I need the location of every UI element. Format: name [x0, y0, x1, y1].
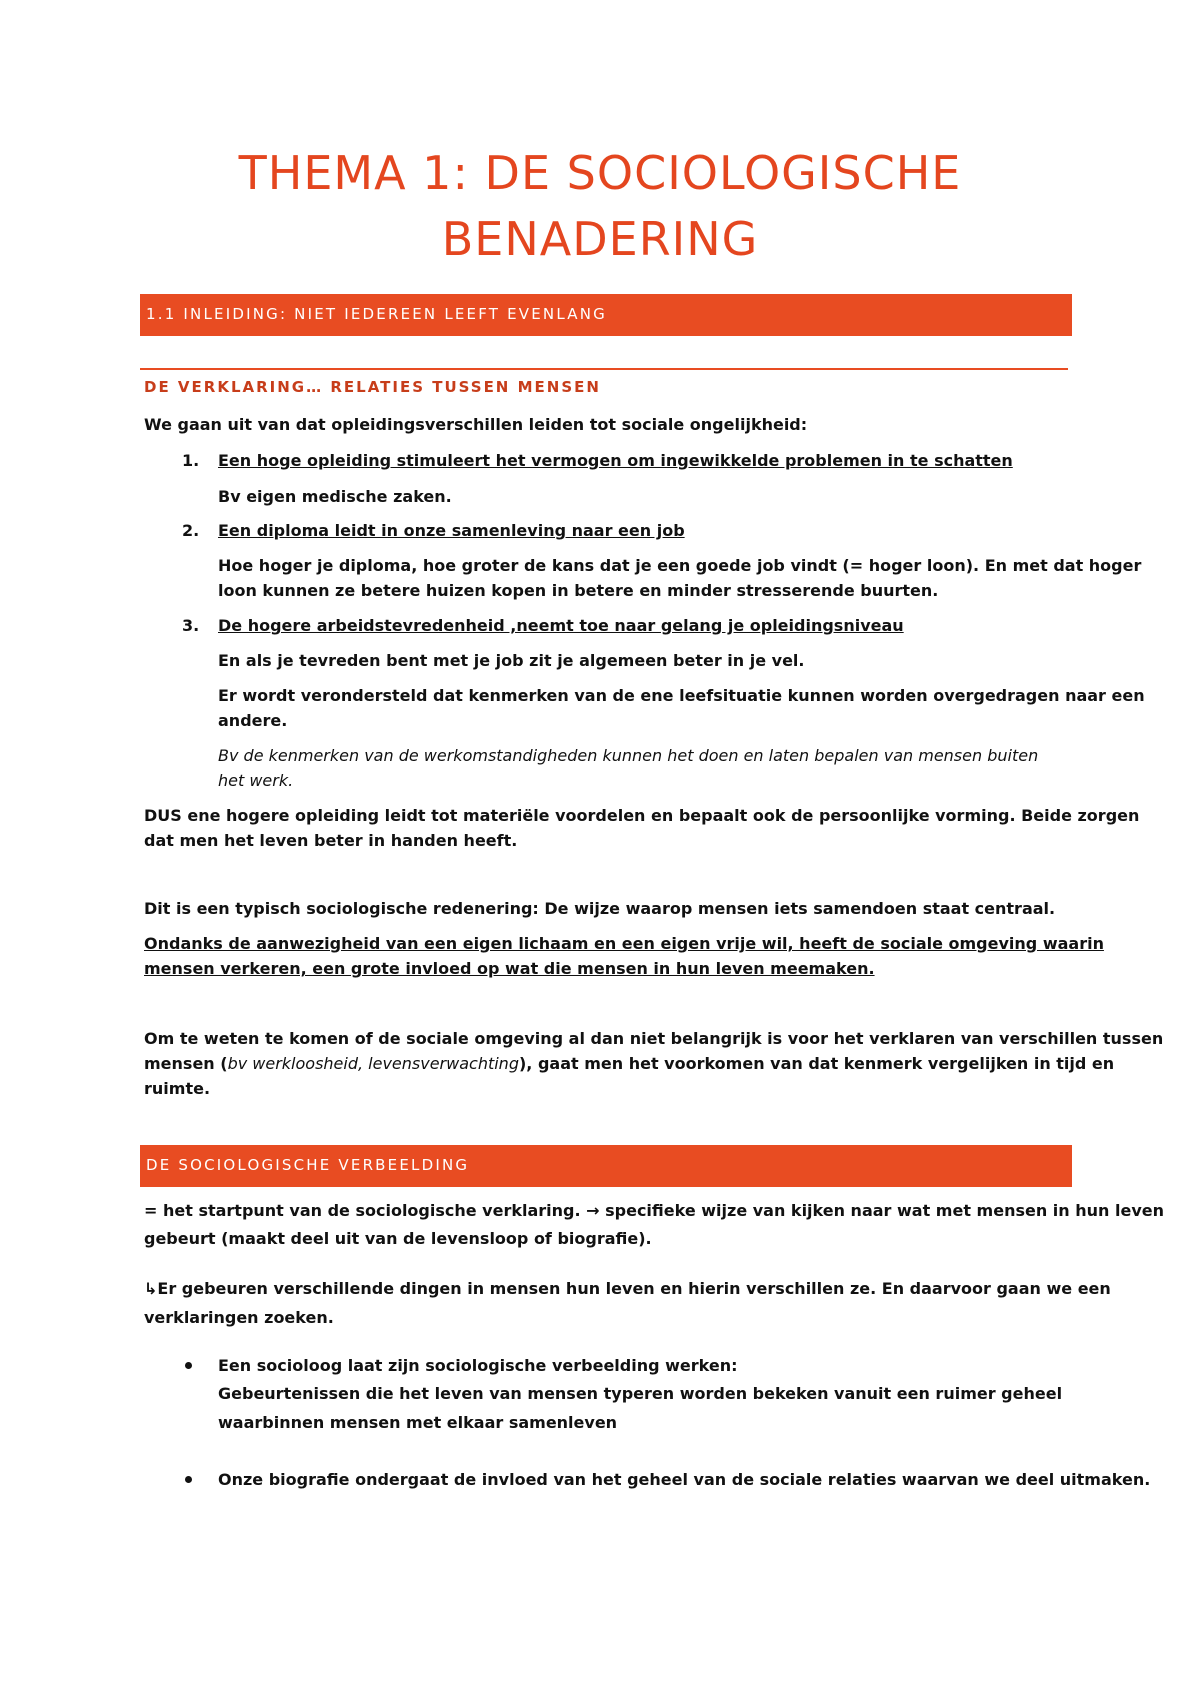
list-number: 1. [182, 451, 200, 470]
ondanks-text: mensen verkeren, een grote invloed op wat die mensen in hun leven meemaken. [144, 959, 875, 978]
section-heading-text: 1.1 INLEIDING: NIET IEDEREEN LEEFT EVENLANG [146, 305, 607, 323]
omteweten-text [144, 1051, 1114, 1077]
omteweten-italic: bv werkloosheid, levensverwachting [227, 1054, 519, 1073]
page-title [140, 140, 1060, 272]
omteweten-post: ), gaat men het voorkomen van dat kenmerk vergelijken in tijd en [518, 1054, 1115, 1073]
definition-text: gebeurt (maakt deel uit van de levensloop of biografie). [144, 1229, 652, 1248]
subheading-verklaring: DE VERKLARING… RELATIES TUSSEN MENSEN [144, 378, 601, 396]
list-item-body: loon kunnen ze betere huizen kopen in betere en minder stresserende buurten. [218, 581, 939, 600]
intro-text: We gaan uit van dat opleidingsverschillen leiden tot sociale ongelijkheid: [144, 415, 808, 434]
list-item-title: Een hoge opleiding stimuleert het vermogen om ingewikkelde problemen in te schatten [218, 451, 1013, 470]
list-item-title: Een diploma leidt in onze samenleving naar een job [218, 521, 685, 540]
definition-text: = het startpunt van de sociologische verklaring. → specifieke wijze van kijken naar wat met mensen in hun leven [144, 1201, 1164, 1220]
bullet-text: waarbinnen mensen met elkaar samenleven [218, 1413, 618, 1432]
subheading-rule [140, 368, 1068, 370]
section-heading-verbeelding [140, 1145, 1072, 1187]
er-line: Er gebeuren verschillende dingen in mensen hun leven en hierin verschillen ze. En daarvoor gaan we een [157, 1279, 1111, 1298]
typisch-text: Dit is een typisch sociologische redenering: De wijze waarop mensen iets samendoen staat centraal. [144, 899, 1056, 918]
er-text: verklaringen zoeken. [144, 1308, 334, 1327]
list-number: 2. [182, 521, 200, 540]
list-number: 3. [182, 616, 200, 635]
list-item-body: En als je tevreden bent met je job zit je algemeen beter in je vel. [218, 651, 805, 670]
omteweten-pre: mensen ( [144, 1054, 228, 1073]
bullet-icon [185, 1476, 192, 1483]
list-item-example: het werk. [218, 771, 294, 790]
bullet-text: Onze biografie ondergaat de invloed van het geheel van de sociale relaties waarvan we deel uitmaken. [218, 1470, 1151, 1489]
title-line-2: BENADERING [441, 212, 759, 266]
conclusion-text: dat men het leven beter in handen heeft. [144, 831, 518, 850]
bullet-text: Gebeurtenissen die het leven van mensen typeren worden bekeken vanuit een ruimer geheel [218, 1384, 1063, 1403]
list-item-example: Bv de kenmerken van de werkomstandigheden kunnen het doen en laten bepalen van mensen buiten [218, 746, 1039, 765]
title-line-1: THEMA 1: DE SOCIOLOGISCHE [238, 146, 962, 200]
ondanks-text: Ondanks de aanwezigheid van een eigen lichaam en een eigen vrije wil, heeft de sociale omgeving waarin [144, 934, 1104, 953]
omteweten-text: Om te weten te komen of de sociale omgeving al dan niet belangrijk is voor het verklaren van verschillen tussen [144, 1029, 1164, 1048]
list-item-body: Hoe hoger je diploma, hoe groter de kans dat je een goede job vindt (= hoger loon). En met dat hoger [218, 556, 1142, 575]
section-heading-text: DE SOCIOLOGISCHE VERBEELDING [146, 1156, 470, 1174]
conclusion-text: DUS ene hogere opleiding leidt tot materiële voordelen en bepaalt ook de persoonlijke vorming. Beide zorgen [144, 806, 1140, 825]
omteweten-text: ruimte. [144, 1079, 211, 1098]
list-item-body: Bv eigen medische zaken. [218, 487, 452, 506]
section-heading-inleiding [140, 294, 1072, 336]
list-item-body: andere. [218, 711, 288, 730]
bullet-icon [185, 1362, 192, 1369]
er-text [144, 1276, 1111, 1302]
bullet-text: Een socioloog laat zijn sociologische verbeelding werken: [218, 1356, 738, 1375]
list-item-title: De hogere arbeidstevredenheid ,neemt toe naar gelang je opleidingsniveau [218, 616, 904, 635]
list-item-body: Er wordt verondersteld dat kenmerken van de ene leefsituatie kunnen worden overgedragen naar een [218, 686, 1145, 705]
return-arrow-icon: ↳ [144, 1279, 158, 1298]
